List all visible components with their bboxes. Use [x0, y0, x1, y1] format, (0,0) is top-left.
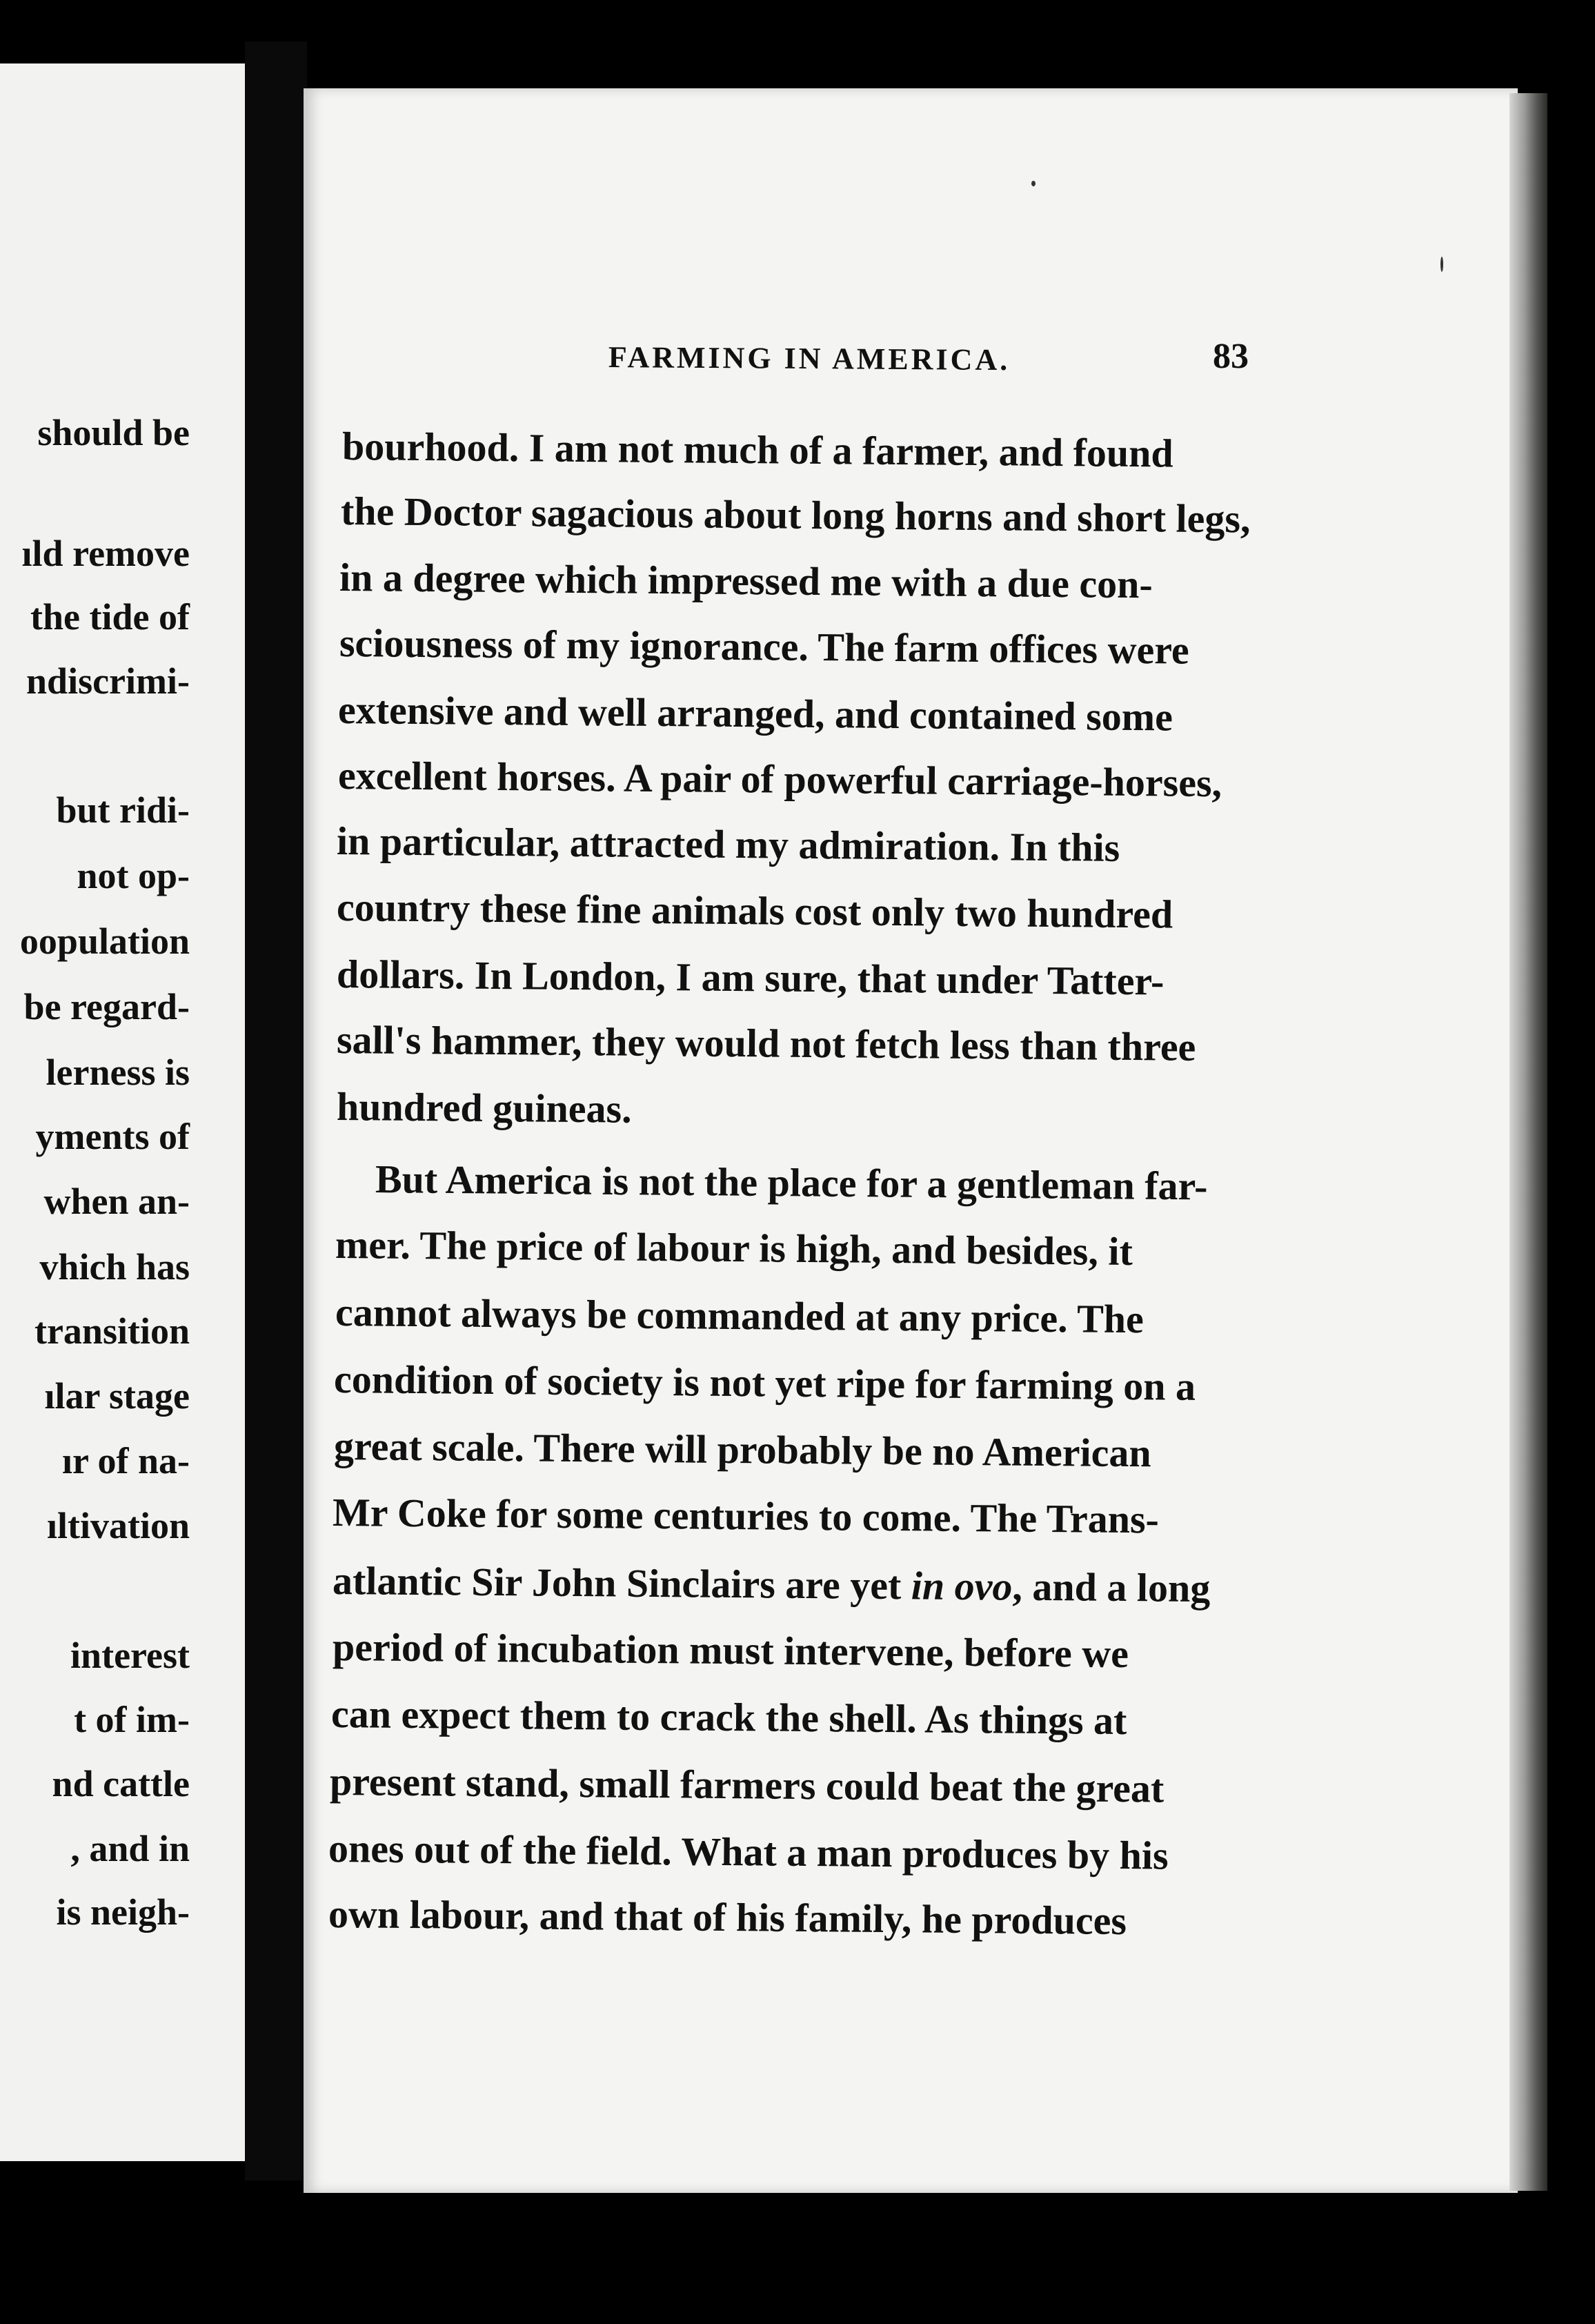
- text-line: Mr Coke for some centuries to come. The Trans-: [332, 1490, 1160, 1542]
- left-line: be regard-: [23, 986, 190, 1027]
- text-line: But America is not the place for a gentleman far-: [375, 1156, 1208, 1209]
- page-number: 83: [1213, 337, 1249, 376]
- text-line: excellent horses. A pair of powerful carriage-horses,: [337, 753, 1222, 806]
- text-line: in particular, attracted my admiration. In this: [336, 818, 1120, 870]
- left-line: , and in: [70, 1828, 190, 1869]
- left-facing-page: [0, 63, 249, 2161]
- left-line: transition: [34, 1310, 190, 1352]
- left-line: ır of na-: [62, 1440, 190, 1481]
- left-line: ıld remove: [21, 533, 190, 574]
- left-line: ılar stage: [44, 1375, 190, 1417]
- text-line: cannot always be commanded at any price. The: [335, 1290, 1145, 1342]
- text-line: sall's hammer, they would not fetch less than three: [336, 1017, 1196, 1070]
- text-line: own labour, and that of his family, he produces: [328, 1891, 1127, 1944]
- left-line: yments of: [35, 1116, 190, 1157]
- scan-speck: [1031, 181, 1036, 186]
- text-segment: atlantic Sir John Sinclairs are yet: [332, 1558, 912, 1608]
- text-segment: , and a long: [1012, 1564, 1211, 1611]
- text-line: the Doctor sagacious about long horns and short legs,: [340, 489, 1251, 542]
- text-line: country these fine animals cost only two hundred: [336, 885, 1173, 937]
- left-line: oopulation: [19, 920, 190, 962]
- text-line: sciousness of my ignorance. The farm offices were: [339, 620, 1190, 673]
- text-line: can expect them to crack the shell. As things at: [330, 1691, 1127, 1744]
- left-line: ıltivation: [46, 1505, 190, 1546]
- text-line: great scale. There will probably be no American: [333, 1424, 1151, 1476]
- text-line: present stand, small farmers could beat the great: [329, 1759, 1165, 1811]
- left-line: not op-: [77, 855, 190, 896]
- left-line: lerness is: [46, 1052, 190, 1093]
- text-line: dollars. In London, I am sure, that under Tatter-: [336, 952, 1165, 1004]
- right-page: [304, 88, 1518, 2193]
- left-line: should be: [37, 412, 190, 453]
- left-line: nd cattle: [52, 1763, 190, 1804]
- left-line: but ridi-: [56, 789, 190, 831]
- italic-phrase: in ovo: [911, 1563, 1013, 1609]
- text-line: bourhood. I am not much of a farmer, and found: [341, 424, 1173, 476]
- text-line: mer. The price of labour is high, and besides, it: [335, 1222, 1133, 1274]
- text-line: in a degree which impressed me with a due con-: [339, 555, 1153, 607]
- left-line: t of im-: [74, 1699, 190, 1740]
- text-line: condition of society is not yet ripe for farming on a: [333, 1357, 1196, 1409]
- book-gutter: [245, 41, 307, 2180]
- text-line: ones out of the field. What a man produces by his: [328, 1826, 1169, 1878]
- scan-speck: [1440, 257, 1443, 272]
- left-line: vhich has: [39, 1246, 190, 1288]
- text-line: hundred guineas.: [336, 1084, 632, 1132]
- left-line: the tide of: [30, 596, 190, 638]
- running-head: FARMING IN AMERICA.: [608, 339, 1011, 377]
- text-line: [332, 1558, 1211, 1611]
- text-line: period of incubation must intervene, before we: [332, 1624, 1129, 1677]
- left-line: is neigh-: [56, 1891, 190, 1933]
- left-line: interest: [70, 1635, 190, 1676]
- text-line: extensive and well arranged, and contained some: [337, 687, 1173, 740]
- page-edge: [1509, 93, 1547, 2191]
- left-line: when an-: [43, 1181, 190, 1222]
- left-line: ndiscrimi-: [26, 660, 190, 702]
